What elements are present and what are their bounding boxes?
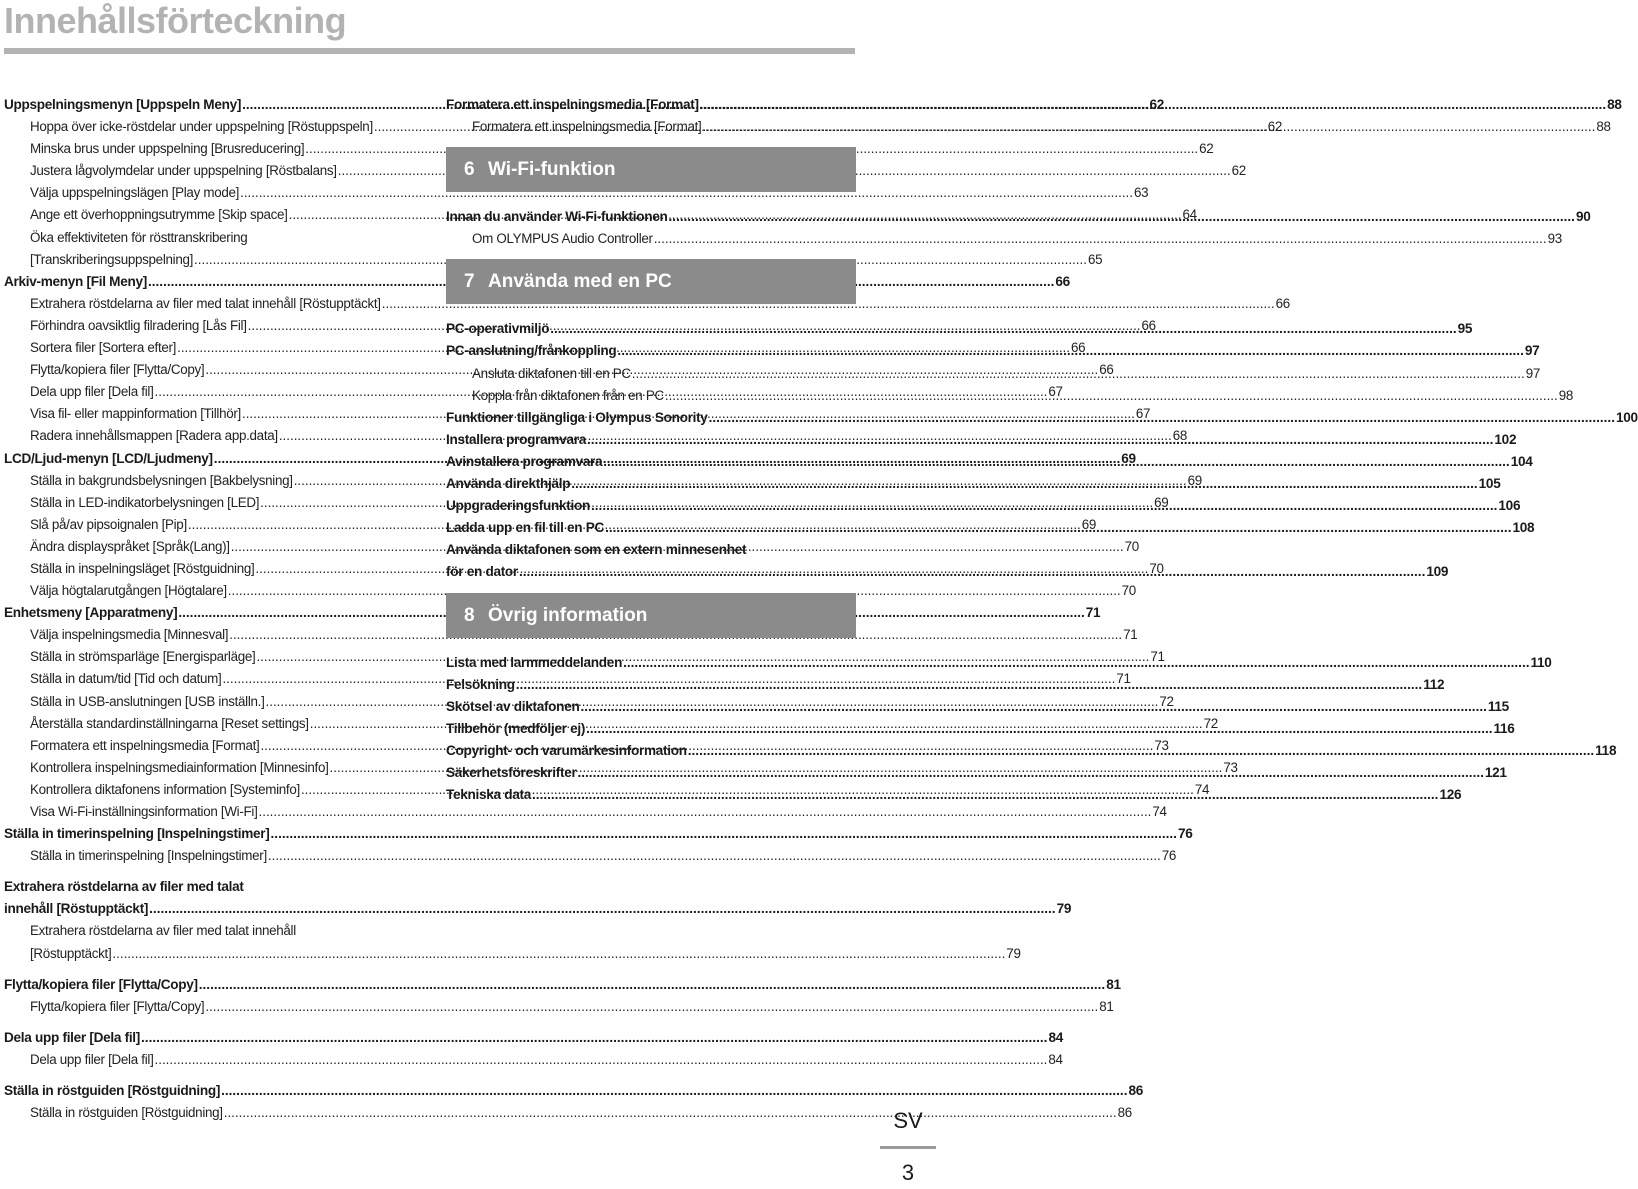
toc-entry[interactable]: [4, 974, 1121, 996]
toc-page-number: 86: [1128, 1083, 1144, 1099]
toc-entry-label: Ställa in strömsparläge [Energisparläge]: [30, 649, 256, 665]
toc-page-number: 126: [1439, 787, 1462, 803]
toc-entry-label: Kontrollera inspelningsmediainformation [Minnesinfo]: [30, 759, 329, 775]
toc-page-number: 76: [1177, 826, 1193, 842]
toc-entry-label: Kontrollera diktafonens information [Systeminfo]: [30, 781, 300, 797]
toc-entry-label: Installera programvara: [446, 431, 586, 447]
toc-entry-label: Ställa in timerinspelning [Inspelningstimer]: [30, 848, 267, 864]
dot-leader: [550, 318, 1456, 340]
dot-leader: [224, 1102, 1117, 1124]
toc-page-number: 67: [1048, 384, 1063, 400]
dot-leader: [112, 943, 1005, 965]
toc-entry-label: Formatera ett inspelningsmedia [Format]: [472, 119, 702, 135]
toc-entry-label: Sortera filer [Sortera efter]: [30, 340, 177, 356]
toc-page-number: 70: [1124, 538, 1139, 554]
toc-page-number: 81: [1099, 998, 1114, 1014]
toc-subentry[interactable]: [4, 293, 1290, 315]
toc-page-number: 63: [1134, 185, 1149, 201]
toc-entry-label: Felsökning: [446, 676, 515, 692]
toc-page-number: 84: [1048, 1051, 1063, 1067]
toc-subentry[interactable]: [4, 624, 1138, 646]
toc-page-number: 105: [1478, 476, 1501, 492]
toc-entry-label: Öka effektiviteten för rösttranskribering: [30, 229, 248, 245]
toc-entry-label: Ladda upp en fil till en PC: [446, 520, 605, 536]
toc-page-number: 100: [1616, 409, 1638, 425]
toc-entry-label: Visa fil- eller mappinformation [Tillhör]: [30, 406, 241, 422]
toc-subentry[interactable]: [4, 580, 1136, 602]
toc-page-number: 112: [1423, 676, 1445, 692]
section-banner: [446, 593, 856, 638]
dot-leader: [205, 996, 1098, 1018]
toc-page-number: 72: [1203, 715, 1218, 731]
dot-leader: [654, 228, 1547, 250]
section-number: 7: [464, 271, 475, 293]
toc-subentry[interactable]: [4, 996, 1114, 1018]
toc-page-number: 72: [1159, 693, 1174, 709]
language-divider: [880, 1146, 936, 1149]
section-title: Wi-Fi-funktion: [488, 159, 616, 181]
toc-entry-label: Copyright- och varumärkesinformation: [446, 742, 687, 758]
section-number: 8: [464, 604, 475, 626]
toc-page-number: 70: [1121, 583, 1136, 599]
toc-entry-label: Uppgraderingsfunktion: [446, 498, 590, 514]
dot-leader: [669, 206, 1575, 228]
toc-entry-label: PC-operativmiljö: [446, 321, 550, 337]
toc-entry-label: PC-anslutning/frånkoppling: [446, 343, 617, 359]
toc-entry-label: Ställa in timerinspelning [Inspelningstimer]: [4, 826, 270, 842]
dot-leader: [149, 898, 1055, 920]
toc-subentry[interactable]: [4, 1049, 1063, 1071]
spacer: [4, 1018, 413, 1027]
toc-page-number: 93: [1547, 231, 1562, 247]
toc-page-number: 69: [1154, 494, 1169, 510]
dot-leader: [271, 823, 1177, 845]
toc-subentry[interactable]: [4, 227, 413, 249]
toc-page-number: 66: [1055, 273, 1070, 289]
toc-entry-label: Skötsel av diktafonen: [446, 698, 580, 714]
dot-leader: [688, 740, 1594, 762]
toc-entry-label: Innan du använder Wi-Fi-funktionen: [446, 209, 668, 225]
toc-entry-label: Arkiv-menyn [Fil Meny]: [4, 273, 147, 289]
toc-entry-label: Ställa in datum/tid [Tid och datum]: [30, 671, 222, 687]
toc-page-number: 110: [1530, 654, 1552, 670]
toc-subentry[interactable]: [4, 182, 1149, 204]
dot-leader: [532, 784, 1438, 806]
toc-entry-label: Formatera ett inspelningsmedia [Format]: [446, 97, 699, 112]
toc-entry-label: Extrahera röstdelarna av filer med talat innehåll [Röstupptäckt]: [30, 295, 381, 311]
toc-page-number: 74: [1194, 781, 1210, 797]
toc-subentry[interactable]: [4, 249, 1103, 271]
dot-leader: [617, 340, 1523, 362]
dot-leader: [141, 1027, 1047, 1049]
dot-leader: [268, 845, 1161, 867]
section-title: Använda med en PC: [488, 271, 672, 293]
toc-entry-label: innehåll [Röstupptäckt]: [4, 901, 149, 917]
toc-entry-label: för en dator: [446, 564, 518, 580]
toc-page-number: 65: [1087, 251, 1103, 267]
dot-leader: [605, 517, 1511, 539]
toc-entry-label: Om OLYMPUS Audio Controller: [472, 231, 653, 247]
toc-entry-label: Justera lågvolymdelar under uppspelning [Röstbalans]: [30, 163, 337, 179]
toc-entry-label: Lista med larmmeddelanden: [446, 654, 623, 670]
toc-entry-label: Flytta/kopiera filer [Flytta/Copy]: [30, 998, 205, 1014]
dot-leader: [591, 495, 1497, 517]
toc-page-number: 66: [1275, 295, 1290, 311]
toc-entry-label: Välja inspelningsmedia [Minnesval]: [30, 627, 229, 643]
toc-entry-label: Uppspelningsmenyn [Uppspeln Meny]: [4, 97, 242, 112]
toc-entry-label: Koppla från diktafonen från en PC: [472, 387, 664, 403]
toc-page-number: 66: [1099, 362, 1114, 378]
toc-page-number: 71: [1150, 649, 1165, 665]
section-banner: [446, 259, 856, 304]
toc-entry[interactable]: [446, 539, 856, 561]
dot-leader: [155, 1049, 1048, 1071]
toc-page-number: 62: [1199, 141, 1214, 157]
toc-page-number: 71: [1123, 627, 1138, 643]
toc-subentry[interactable]: [4, 801, 1167, 823]
toc-page-number: 66: [1071, 340, 1086, 356]
dot-leader: [700, 94, 1606, 116]
toc-entry-label: Säkerhetsföreskrifter: [446, 764, 577, 780]
toc-page-number: 90: [1575, 209, 1591, 225]
toc-page-number: 84: [1048, 1029, 1063, 1045]
toc-entry-label: Återställa standardinställningarna [Reset settings]: [30, 715, 309, 731]
toc-entry-label: Avinstallera programvara: [446, 453, 603, 469]
toc-entry-label: Slå på/av pipsoignalen [Pip]: [30, 516, 187, 532]
toc-entry[interactable]: [4, 1027, 1063, 1049]
toc-entry-label: Tekniska data: [446, 787, 532, 803]
toc-page-number: 115: [1487, 698, 1509, 714]
toc-page-number: 68: [1172, 428, 1187, 444]
toc-entry-label: Använda diktafonen som en extern minnesenhet: [446, 542, 747, 558]
toc-entry-label: Ställa in bakgrundsbelysningen [Bakbelysning]: [30, 472, 293, 488]
toc-entry-label: Formatera ett inspelningsmedia [Format]: [30, 737, 260, 753]
toc-subentry[interactable]: [446, 228, 1562, 250]
toc-entry-label: Ändra displayspråket [Språk(Lang)]: [30, 538, 230, 554]
section-number: 6: [464, 159, 475, 181]
toc-entry-label: Ställa in USB-anslutningen [USB inställn.]: [30, 693, 265, 709]
toc-entry-label: Flytta/kopiera filer [Flytta/Copy]: [30, 362, 205, 378]
toc-entry-label: Funktioner tillgängliga i Olympus Sonority: [446, 409, 708, 425]
toc-page-number: 74: [1152, 804, 1167, 819]
toc-entry-label: [Transkriberingsuppspelning]: [30, 251, 194, 267]
toc-entry[interactable]: [4, 1080, 1144, 1102]
toc-entry-label: Ange ett överhoppningsutrymme [Skip space]: [30, 207, 288, 223]
dot-leader: [623, 652, 1529, 674]
spacer: [4, 1071, 413, 1080]
toc-entry-label: Dela upp filer [Dela fil]: [4, 1029, 141, 1045]
section-banner: [446, 147, 856, 192]
dot-leader: [603, 451, 1509, 473]
toc-entry-label: LCD/Ljud-menyn [LCD/Ljudmeny]: [4, 450, 213, 466]
toc-page-number: 69: [1121, 450, 1136, 466]
toc-page-number: 88: [1607, 97, 1622, 112]
toc-page-number: 98: [1558, 387, 1574, 403]
dot-leader: [587, 429, 1493, 451]
toc-entry-label: Tillbehör (medföljer ej): [446, 720, 586, 736]
toc-page-number: 106: [1498, 498, 1521, 514]
dot-leader: [516, 674, 1422, 696]
toc-subentry[interactable]: [4, 943, 1021, 965]
toc-page-number: 62: [1149, 97, 1165, 112]
toc-page-number: 71: [1116, 671, 1131, 687]
toc-entry-label: Använda direkthjälp: [446, 476, 571, 492]
toc-page-number: 108: [1512, 520, 1535, 536]
dot-leader: [632, 363, 1525, 385]
dot-leader: [577, 762, 1483, 784]
toc-entry[interactable]: [4, 823, 1193, 845]
toc-page-number: 95: [1457, 321, 1473, 337]
section-title: Övrig information: [488, 604, 648, 626]
toc-entry-label: Förhindra oavsiktlig filradering [Lås Fil]: [30, 317, 247, 333]
toc-entry-label: Hoppa över icke-röstdelar under uppspelning [Röstuppspeln]: [30, 119, 373, 135]
toc-entry-label: [Röstupptäckt]: [30, 945, 112, 961]
toc-entry-label: Ställa in LED-indikatorbelysningen [LED]: [30, 494, 260, 510]
dot-leader: [199, 974, 1105, 996]
toc-page-number: 62: [1267, 119, 1283, 135]
toc-entry-label: Enhetsmeny [Apparatmeny]: [4, 605, 178, 621]
toc-entry-label: Radera innehållsmappen [Radera app.data]: [30, 428, 278, 444]
toc-entry-label: Minska brus under uppspelning [Brusreducering]: [30, 141, 305, 157]
toc-page-number: 121: [1484, 764, 1507, 780]
toc-entry[interactable]: [4, 898, 1072, 920]
toc-page-number: 73: [1223, 759, 1238, 775]
dot-leader: [519, 561, 1425, 583]
toc-page-number: 69: [1081, 516, 1097, 532]
toc-page-number: 109: [1426, 564, 1449, 580]
toc-entry-label: Välja uppspelningslägen [Play mode]: [30, 185, 240, 201]
toc-entry-label: Ansluta diktafonen till en PC: [472, 365, 631, 381]
toc-page-number: 71: [1085, 605, 1101, 621]
dot-leader: [571, 473, 1477, 495]
dot-leader: [580, 696, 1486, 718]
toc-entry-label: Ställa in inspelningsläget [Röstguidning]: [30, 560, 255, 576]
spacer: [4, 965, 413, 974]
toc-page-number: 104: [1510, 453, 1533, 469]
toc-page-number: 81: [1106, 976, 1121, 992]
toc-page-number: 64: [1182, 207, 1197, 223]
toc-page-number: 62: [1231, 163, 1246, 179]
spacer: [4, 867, 413, 876]
toc-page-number: 69: [1187, 472, 1202, 488]
page-number: 3: [901, 1160, 915, 1185]
toc-page-number: 67: [1135, 406, 1151, 422]
dot-leader: [709, 407, 1615, 429]
toc-page-number: 97: [1524, 343, 1540, 359]
toc-page-number: 86: [1117, 1105, 1132, 1121]
toc-entry[interactable]: [4, 876, 413, 898]
toc-page-number: 116: [1493, 720, 1515, 736]
toc-subentry[interactable]: [4, 138, 1214, 160]
toc-entry-label: Extrahera röstdelarna av filer med talat: [4, 879, 244, 895]
toc-page-number: 79: [1056, 901, 1072, 917]
toc-subentry[interactable]: [4, 920, 413, 942]
toc-subentry[interactable]: [4, 845, 1177, 867]
toc-page-number: 97: [1525, 365, 1540, 381]
dot-leader: [665, 385, 1558, 407]
toc-entry-label: Välja högtalarutgången [Högtalare]: [30, 583, 227, 599]
toc-entry-label: Ställa in röstguiden [Röstguidning]: [4, 1083, 221, 1099]
toc-entry-label: Dela upp filer [Dela fil]: [30, 384, 154, 400]
toc-page-number: 118: [1595, 742, 1617, 758]
toc-entry-label: Visa Wi-Fi-inställningsinformation [Wi-Fi]: [30, 804, 258, 819]
toc-page-number: 66: [1141, 317, 1156, 333]
dot-leader: [586, 718, 1492, 740]
page-title: Innehållsförteckning: [4, 0, 347, 41]
toc-page-number: 102: [1494, 431, 1517, 447]
toc-entry-label: Dela upp filer [Dela fil]: [30, 1051, 154, 1067]
title-underline: [4, 48, 855, 54]
toc-entry-label: Flytta/kopiera filer [Flytta/Copy]: [4, 976, 198, 992]
toc-page-number: 70: [1149, 560, 1164, 576]
dot-leader: [221, 1080, 1127, 1102]
dot-leader: [702, 116, 1595, 138]
language-code: SV: [893, 1108, 923, 1133]
toc-page-number: 76: [1161, 848, 1177, 864]
toc-page-number: 73: [1154, 737, 1169, 753]
toc-entry-label: Extrahera röstdelarna av filer med talat innehåll: [30, 923, 296, 939]
toc-entry-label: Ställa in röstguiden [Röstguidning]: [30, 1105, 223, 1121]
toc-page-number: 79: [1006, 945, 1021, 961]
toc-page-number: 88: [1596, 119, 1611, 135]
